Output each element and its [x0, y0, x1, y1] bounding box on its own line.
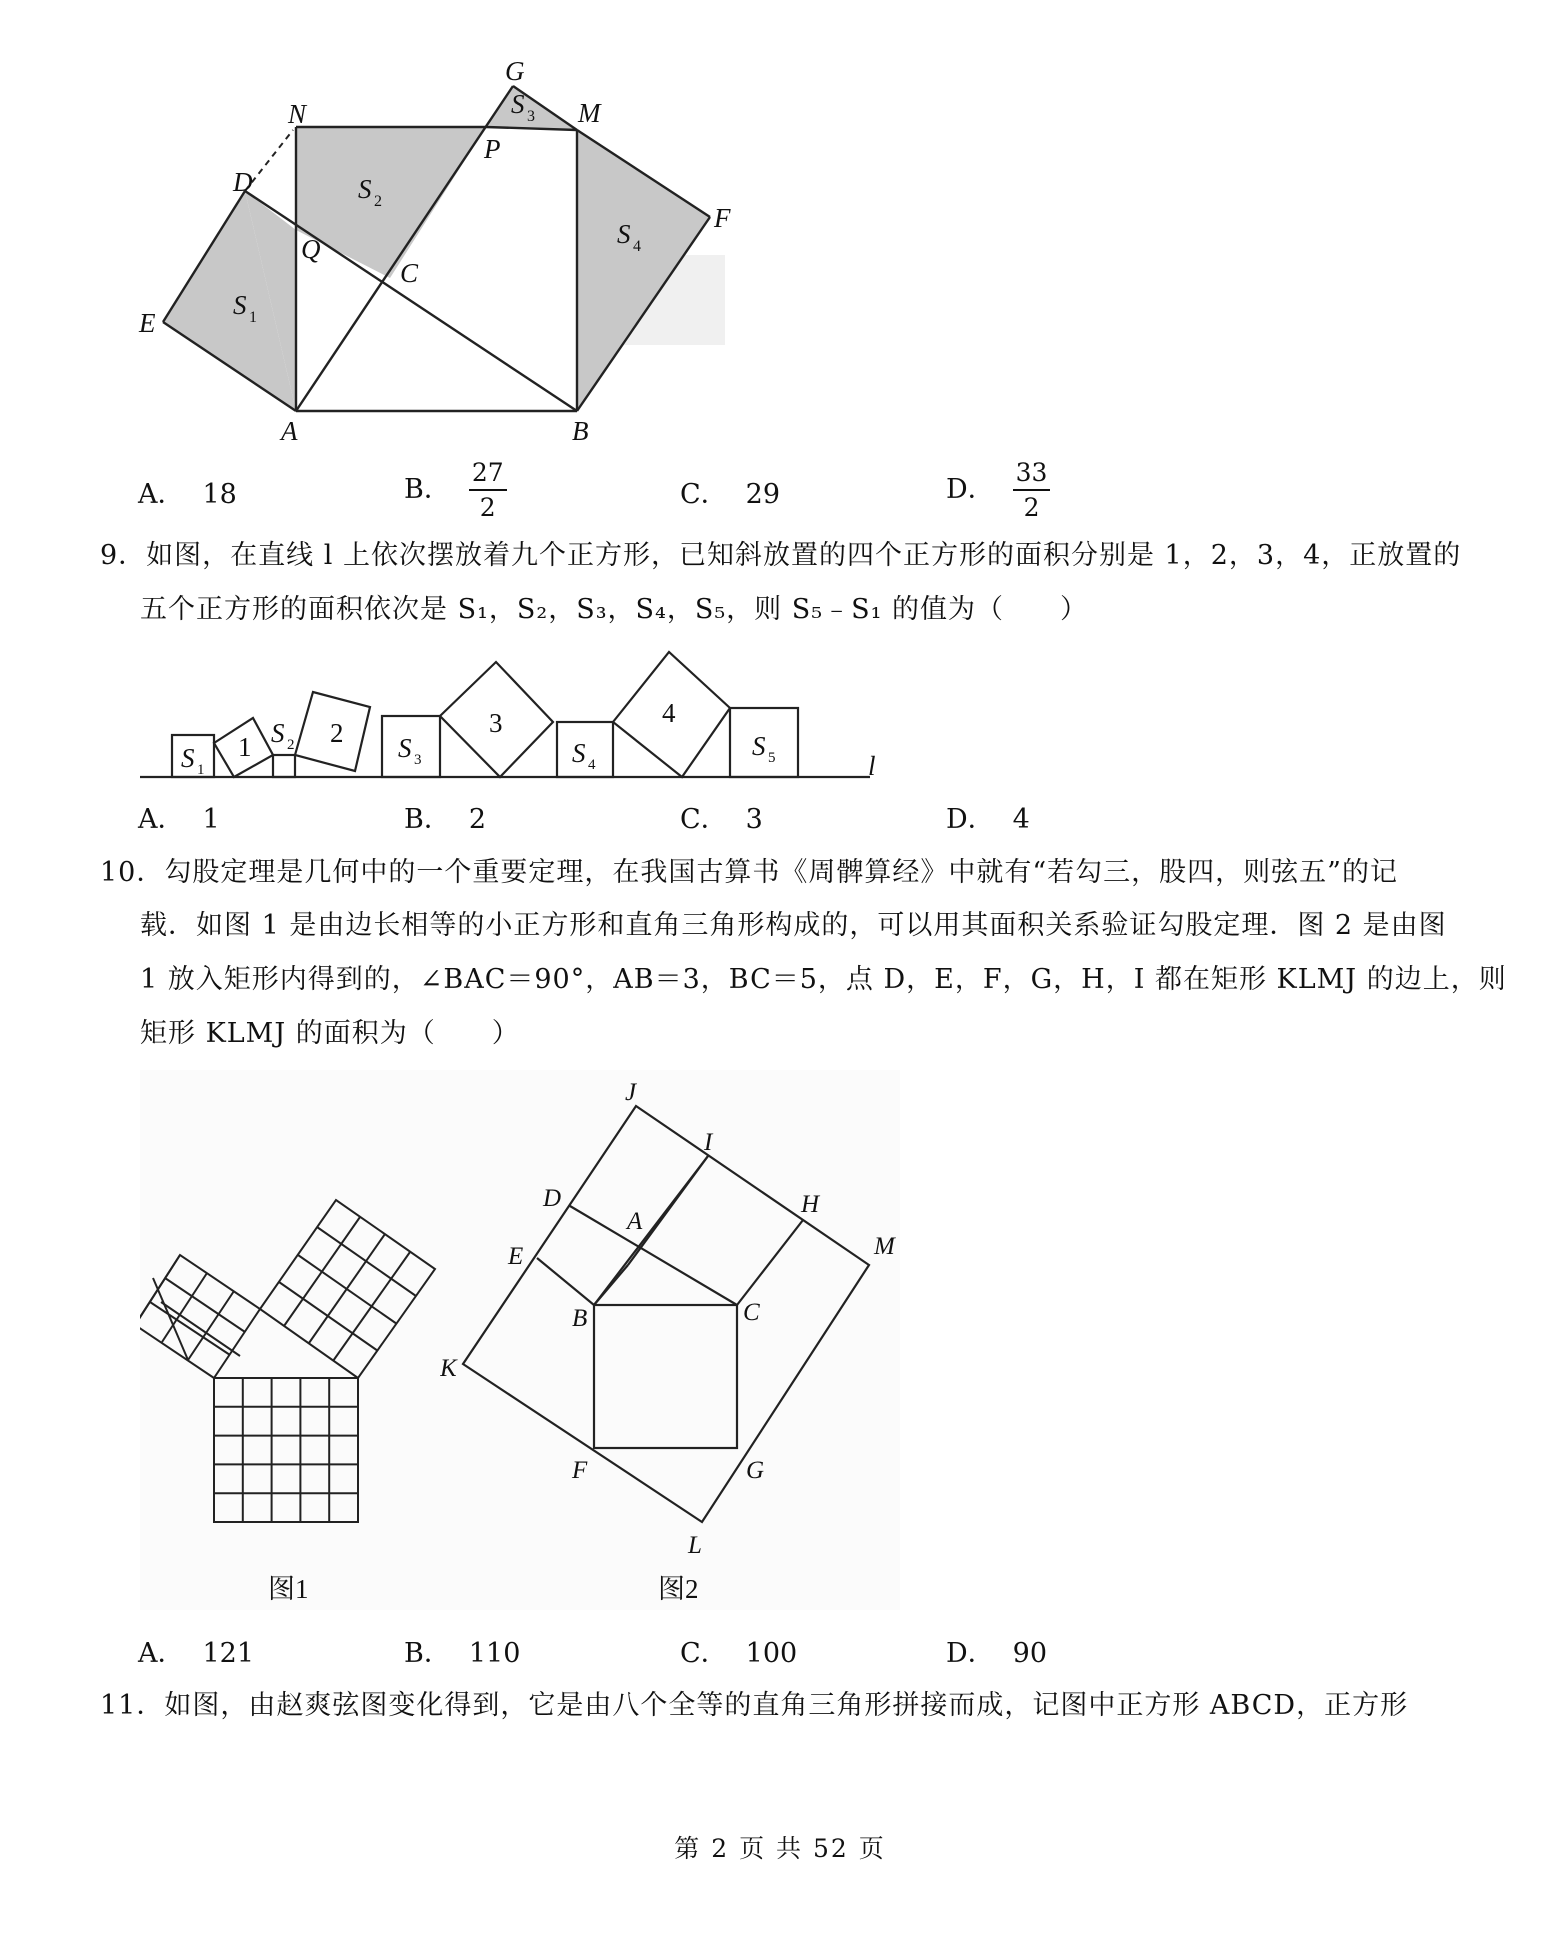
- option-value: 29: [745, 479, 781, 510]
- label-j: J: [625, 1079, 637, 1106]
- region-s2: [296, 127, 486, 278]
- option-value: 1: [202, 804, 220, 835]
- q9-option-c[interactable]: [680, 800, 763, 840]
- q9-figure: [130, 640, 890, 790]
- square-sub-2: 2: [287, 737, 295, 753]
- option-letter: C．: [680, 479, 728, 510]
- q10-text-line-4: 矩形 KLMJ 的面积为（ ）: [140, 1018, 520, 1049]
- label-l: L: [688, 1532, 702, 1559]
- square-sub-5: 5: [768, 750, 776, 766]
- q9-option-d[interactable]: [946, 800, 1030, 840]
- label-s3: S: [511, 89, 525, 119]
- label-b: B: [572, 416, 589, 445]
- option-letter: C．: [680, 1638, 728, 1669]
- square-label-s3: S: [398, 733, 412, 763]
- label-h: H: [801, 1191, 820, 1218]
- q10-text-line-1: 10．勾股定理是几何中的一个重要定理，在我国古算书《周髀算经》中就有“若勾三，股四，则弦五”的记: [100, 857, 1398, 888]
- q10-text-line-3: 1 放入矩形内得到的，∠BAC＝90°，AB＝3，BC＝5，点 D，E，F，G，H，I 都在矩形 KLMJ 的边上，则: [140, 964, 1507, 995]
- label-p: P: [484, 134, 501, 164]
- label-s1-sub: 1: [249, 309, 257, 326]
- option-value: 3: [745, 804, 763, 835]
- option-letter: C．: [680, 804, 728, 835]
- fraction: [469, 458, 507, 523]
- option-letter: A．: [138, 479, 185, 510]
- label-a: A: [281, 416, 298, 445]
- square-sub-4: 4: [588, 757, 596, 773]
- label-s2: S: [358, 174, 372, 204]
- q9-option-b[interactable]: [404, 800, 486, 840]
- q10-figure-2: [440, 1070, 920, 1610]
- label-d: D: [233, 167, 253, 197]
- q8-option-c[interactable]: [680, 475, 780, 515]
- option-letter: D．: [946, 474, 995, 505]
- line-label-l: l: [868, 751, 876, 781]
- label-d: D: [543, 1185, 562, 1212]
- q10-option-b[interactable]: [404, 1634, 520, 1674]
- label-a: A: [627, 1208, 643, 1235]
- option-letter: A．: [138, 1638, 185, 1669]
- square-label-s5: S: [752, 731, 766, 761]
- q10-option-a[interactable]: [138, 1634, 254, 1674]
- label-m: M: [874, 1233, 895, 1260]
- q10-option-c[interactable]: [680, 1634, 797, 1674]
- label-s4: S: [617, 219, 631, 249]
- square-label-s1: S: [181, 743, 195, 773]
- figure-2-caption: 图2: [658, 1574, 699, 1604]
- label-s1: S: [233, 290, 247, 320]
- q9-option-a[interactable]: [138, 800, 220, 840]
- tilted-label-2: 2: [330, 718, 344, 748]
- q10-text-line-2: 载．如图 1 是由边长相等的小正方形和直角三角形构成的，可以用其面积关系验证勾股定理．图 2 是由图: [140, 910, 1447, 941]
- label-s3-sub: 3: [527, 108, 535, 125]
- label-s4-sub: 4: [633, 238, 641, 255]
- fraction-denominator: 2: [479, 493, 496, 522]
- option-letter: B．: [404, 1638, 451, 1669]
- fraction: [1013, 458, 1051, 523]
- tilted-label-1: 1: [238, 732, 252, 762]
- fraction-denominator: 2: [1023, 493, 1040, 522]
- figure-1-caption: 图1: [268, 1574, 309, 1604]
- q9-text-line-1: 9．如图，在直线 l 上依次摆放着九个正方形，已知斜放置的四个正方形的面积分别是 1，2，3，4，正放置的: [100, 540, 1462, 571]
- option-value: 110: [468, 1638, 521, 1669]
- label-g: G: [746, 1457, 765, 1484]
- q11-text-line-1: 11．如图，由赵爽弦图变化得到，它是由八个全等的直角三角形拼接而成，记图中正方形 ABCD，正方形: [100, 1690, 1409, 1721]
- label-n: N: [288, 99, 307, 129]
- label-c: C: [743, 1299, 760, 1326]
- label-f: F: [714, 203, 731, 233]
- option-letter: B．: [404, 804, 451, 835]
- q10-option-d[interactable]: [946, 1634, 1047, 1674]
- option-letter: A．: [138, 804, 185, 835]
- label-s2-sub: 2: [374, 193, 382, 210]
- label-g: G: [505, 56, 525, 86]
- page-footer: 第 2 页 共 52 页: [674, 1834, 886, 1863]
- tilted-label-3: 3: [489, 708, 503, 738]
- option-value: 121: [202, 1638, 255, 1669]
- square-sub-3: 3: [414, 752, 422, 768]
- q8-option-b[interactable]: [404, 458, 507, 523]
- q8-figure: [0, 0, 760, 445]
- label-k: K: [440, 1355, 457, 1382]
- square-label-s4: S: [572, 738, 586, 768]
- square-sub-1: 1: [197, 762, 205, 778]
- option-value: 4: [1012, 804, 1030, 835]
- fraction-numerator: 33: [1013, 458, 1051, 491]
- label-m: M: [578, 98, 601, 128]
- q8-option-d[interactable]: [946, 458, 1050, 523]
- q9-text-line-2: 五个正方形的面积依次是 S₁，S₂，S₃，S₄，S₅，则 S₅﹣S₁ 的值为（ ）: [140, 594, 1088, 625]
- q8-option-a[interactable]: [138, 475, 237, 515]
- label-q: Q: [301, 234, 321, 264]
- label-e: E: [508, 1243, 524, 1270]
- square-label-s2: S: [271, 718, 285, 748]
- option-value: 2: [468, 804, 487, 835]
- option-letter: D．: [946, 804, 995, 835]
- label-f: F: [572, 1457, 588, 1484]
- option-value: 18: [202, 479, 237, 510]
- option-value: 100: [745, 1638, 798, 1669]
- label-e: E: [139, 308, 156, 338]
- option-letter: D．: [946, 1638, 995, 1669]
- label-c: C: [400, 258, 419, 288]
- option-letter: B．: [404, 474, 451, 505]
- tilted-label-4: 4: [662, 698, 676, 728]
- label-b: B: [572, 1305, 588, 1332]
- option-value: 90: [1012, 1638, 1048, 1669]
- fraction-numerator: 27: [469, 458, 507, 491]
- label-i: I: [704, 1129, 713, 1156]
